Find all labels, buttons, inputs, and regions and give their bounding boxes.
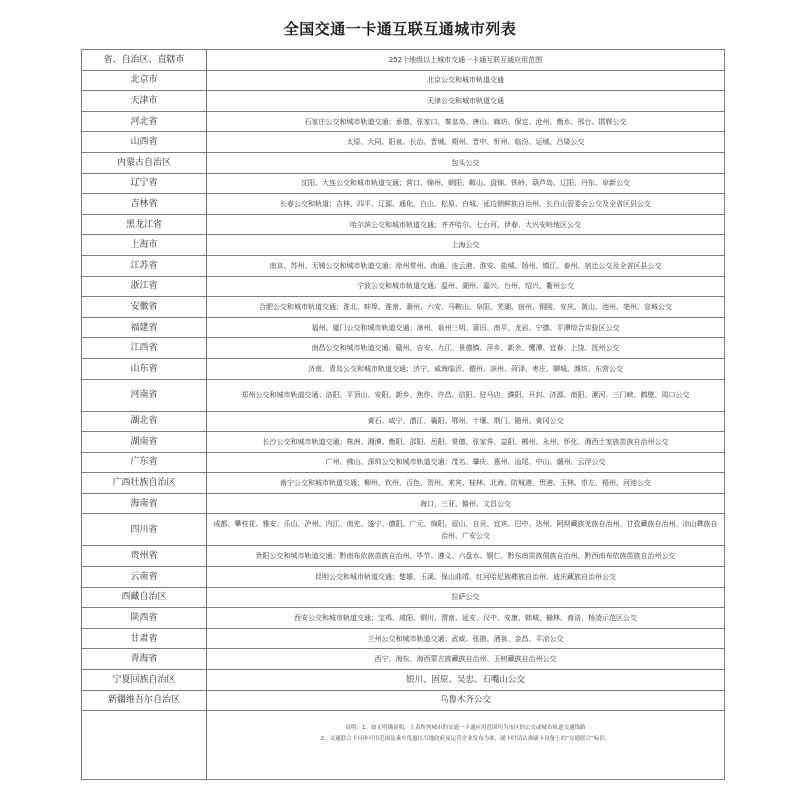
province-cell: 陕西省 [82,608,207,629]
table-row [82,670,725,691]
province-cell: 上海市 [82,235,207,256]
province-cell: 辽宁省 [82,173,207,194]
document-title: 全国交通一卡通互联互通城市列表 [283,20,517,38]
province-cell: 四川省 [82,514,207,546]
province-cell: 河南省 [82,379,207,411]
province-cell: 广西壮族自治区 [82,473,207,494]
province-cell: 甘肃省 [82,628,207,649]
table-row [82,452,725,473]
table-row [82,473,725,494]
scope-cell: 天津公交和城市轨道交通 [207,91,725,112]
scope-cell: 合肥公交和城市轨道交通；淮北、蚌埠、淮南、滁州、六安、马鞍山、阜阳、芜湖、宿州、铜陵、安庆、黄山、池州、亳州、宣城公交 [207,297,725,318]
table-row [82,628,725,649]
scope-cell: 沈阳、大连公交和城市轨道交通；营口、锦州、朝阳、鞍山、盘锦、铁岭、葫芦岛、辽阳、丹东、阜新公交 [207,173,725,194]
province-cell: 黑龙江省 [82,214,207,235]
province-cell: 江苏省 [82,255,207,276]
table-header-row [82,50,725,71]
scope-cell: 乌鲁木齐公交 [207,690,725,711]
province-cell: 山东省 [82,358,207,379]
province-cell: 天津市 [82,91,207,112]
table-row [82,514,725,546]
table-row [82,358,725,379]
province-cell: 广东省 [82,452,207,473]
scope-cell: 贵阳公交和城市轨道交通；黔南布依族苗族自治州、毕节、遵义、六盘水、铜仁、黔东南苗族侗族自治州、黔西南布依族苗族自治州公交 [207,546,725,567]
notes-province-cell [82,711,207,780]
scope-cell: 长春公交和轨道；吉林、四平、辽源、通化、白山、松原、白城、延边朝鲜族自治州、长白山管委会公交及全省区县公交 [207,194,725,215]
province-cell: 福建省 [82,317,207,338]
province-cell: 贵州省 [82,546,207,567]
province-cell: 湖南省 [82,432,207,453]
province-cell: 海南省 [82,493,207,514]
table-row [82,317,725,338]
province-cell: 湖北省 [82,411,207,432]
table-row [82,214,725,235]
table-row [82,690,725,711]
scope-cell: 宁波公交和城市轨道交通；温州、湖州、嘉兴、台州、绍兴、衢州公交 [207,276,725,297]
province-cell: 江西省 [82,338,207,359]
notes-row [82,711,725,780]
scope-cell: 昆明公交和城市轨道交通；楚雄、玉溪、保山曲靖、红河哈尼族彝族自治州、迪庆藏族自治州公交 [207,567,725,588]
scope-cell: 北京公交和城市轨道交通 [207,70,725,91]
scope-cell: 包头公交 [207,152,725,173]
province-cell: 内蒙古自治区 [82,152,207,173]
province-cell: 山西省 [82,132,207,153]
city-list-table [81,49,725,780]
table-row [82,132,725,153]
province-cell: 宁夏回族自治区 [82,670,207,691]
scope-cell: 哈尔滨公交和城市轨道交通；齐齐哈尔、七台河、伊春、大兴安岭地区公交 [207,214,725,235]
scope-cell: 石家庄公交和城市轨道交通；承德、张家口、秦皇岛、唐山、廊坊、保定、沧州、衡水、邢台、邯郸公交 [207,111,725,132]
province-cell: 云南省 [82,567,207,588]
table-row [82,91,725,112]
table-row [82,194,725,215]
table-row [82,608,725,629]
table-row [82,411,725,432]
province-cell: 河北省 [82,111,207,132]
province-cell: 北京市 [82,70,207,91]
scope-cell: 黄石、咸宁、潜江、襄阳、鄂州、十堰、荆门、随州、黄冈公交 [207,411,725,432]
province-cell: 青海省 [82,649,207,670]
table-row [82,587,725,608]
scope-cell: 拉萨公交 [207,587,725,608]
scope-cell: 成都、攀枝花、雅安、乐山、泸州、内江、南充、遂宁、德阳、广元、绵阳、眉山、自贡、宜宾、巴中、达州、阿坝藏族羌族自治州、甘孜藏族自治州、凉山彝族自治州、广安公交 [207,514,725,546]
scope-cell: 银川、固原、吴忠、石嘴山公交 [207,670,725,691]
scope-cell: 广州、佛山、深圳公交和城市轨道交通；茂名、肇庆、惠州、汕尾、中山、潮州、云浮公交 [207,452,725,473]
table-row [82,338,725,359]
table-row [82,432,725,453]
note-line-1: 说明：1、如无明确说明，上表所列城市的交通一卡通应用范围均为市区的公交或城市轨道交通线路 [345,725,586,732]
notes-cell [207,711,725,780]
scope-cell: 海口、三亚、儋州、文昌公交 [207,493,725,514]
scope-cell: 济南、青岛公交和城市轨道交通；济宁、威海临沂、德州、滨州、菏泽、枣庄、聊城、潍坊、东营公交 [207,358,725,379]
scope-cell: 上海公交 [207,235,725,256]
scope-cell: 长沙公交和城市轨道交通；株洲、湘潭、衡阳、邵阳、岳阳、常德、张家界、益阳、郴州、永州、怀化、湘西土家族苗族自治州公交 [207,432,725,453]
table-row [82,276,725,297]
note-line-2: 2、交通联合卡具体可用范围及乘车优惠以当地政府及运营企业发布为准，刷卡时请认准刷卡设备上的“交通联合”标识。 [320,736,611,743]
table-row [82,493,725,514]
scope-cell: 福州、厦门公交和城市轨道交通；漳州、泉州三明、莆田、南平、龙岩、宁德、平潭综合实验区公交 [207,317,725,338]
province-cell: 西藏自治区 [82,587,207,608]
province-cell: 浙江省 [82,276,207,297]
scope-cell: 兰州公交和城市轨道交通；武威、张掖、酒泉、金昌、平凉公交 [207,628,725,649]
header-scope: 252个地级以上城市交通一卡通互联互通应用范围 [207,50,725,71]
table-row [82,649,725,670]
table-row [82,297,725,318]
table-row [82,70,725,91]
scope-cell: 南京、苏州、无锡公交和城市轨道交通；徐州常州、南通、连云港、淮安、盐城、扬州、镇江、泰州、宿迁公交及全省区县公交 [207,255,725,276]
header-province: 省、自治区、直辖市 [82,50,207,71]
table-row [82,173,725,194]
scope-cell: 南宁公交和城市轨道交通；柳州、钦州、百色、贺州、来宾、桂林、北海、防城港、贵港、玉林、崇左、梧州、河池公交 [207,473,725,494]
scope-cell: 郑州公交和城市轨道交通；洛阳、平顶山、安阳、新乡、焦作、许昌、信阳、驻马店、濮阳、开封、济源、南阳、漯河、三门峡、鹤壁、周口公交 [207,379,725,411]
province-cell: 吉林省 [82,194,207,215]
table-row [82,546,725,567]
table-row [82,379,725,411]
province-cell: 新疆维吾尔自治区 [82,690,207,711]
scope-cell: 太原、大同、阳泉、长治、晋城、朔州、晋中、忻州、临汾、运城、吕梁公交 [207,132,725,153]
scope-cell: 西安公交和城市轨道交通；宝鸡、咸阳、铜川、渭南、延安、汉中、安康、韩城、榆林、商洛、杨凌示范区公交 [207,608,725,629]
scope-cell: 南昌公交和城市轨道交通、赣州、吉安、九江、景德镇、萍乡、新余、鹰潭、宜春、上饶、抚州公交 [207,338,725,359]
table-row [82,235,725,256]
scope-cell: 西宁、海东、海西蒙古族藏族自治州、玉树藏族自治州公交 [207,649,725,670]
table-row [82,152,725,173]
table-row [82,567,725,588]
province-cell: 安徽省 [82,297,207,318]
table-row [82,255,725,276]
table-row [82,111,725,132]
